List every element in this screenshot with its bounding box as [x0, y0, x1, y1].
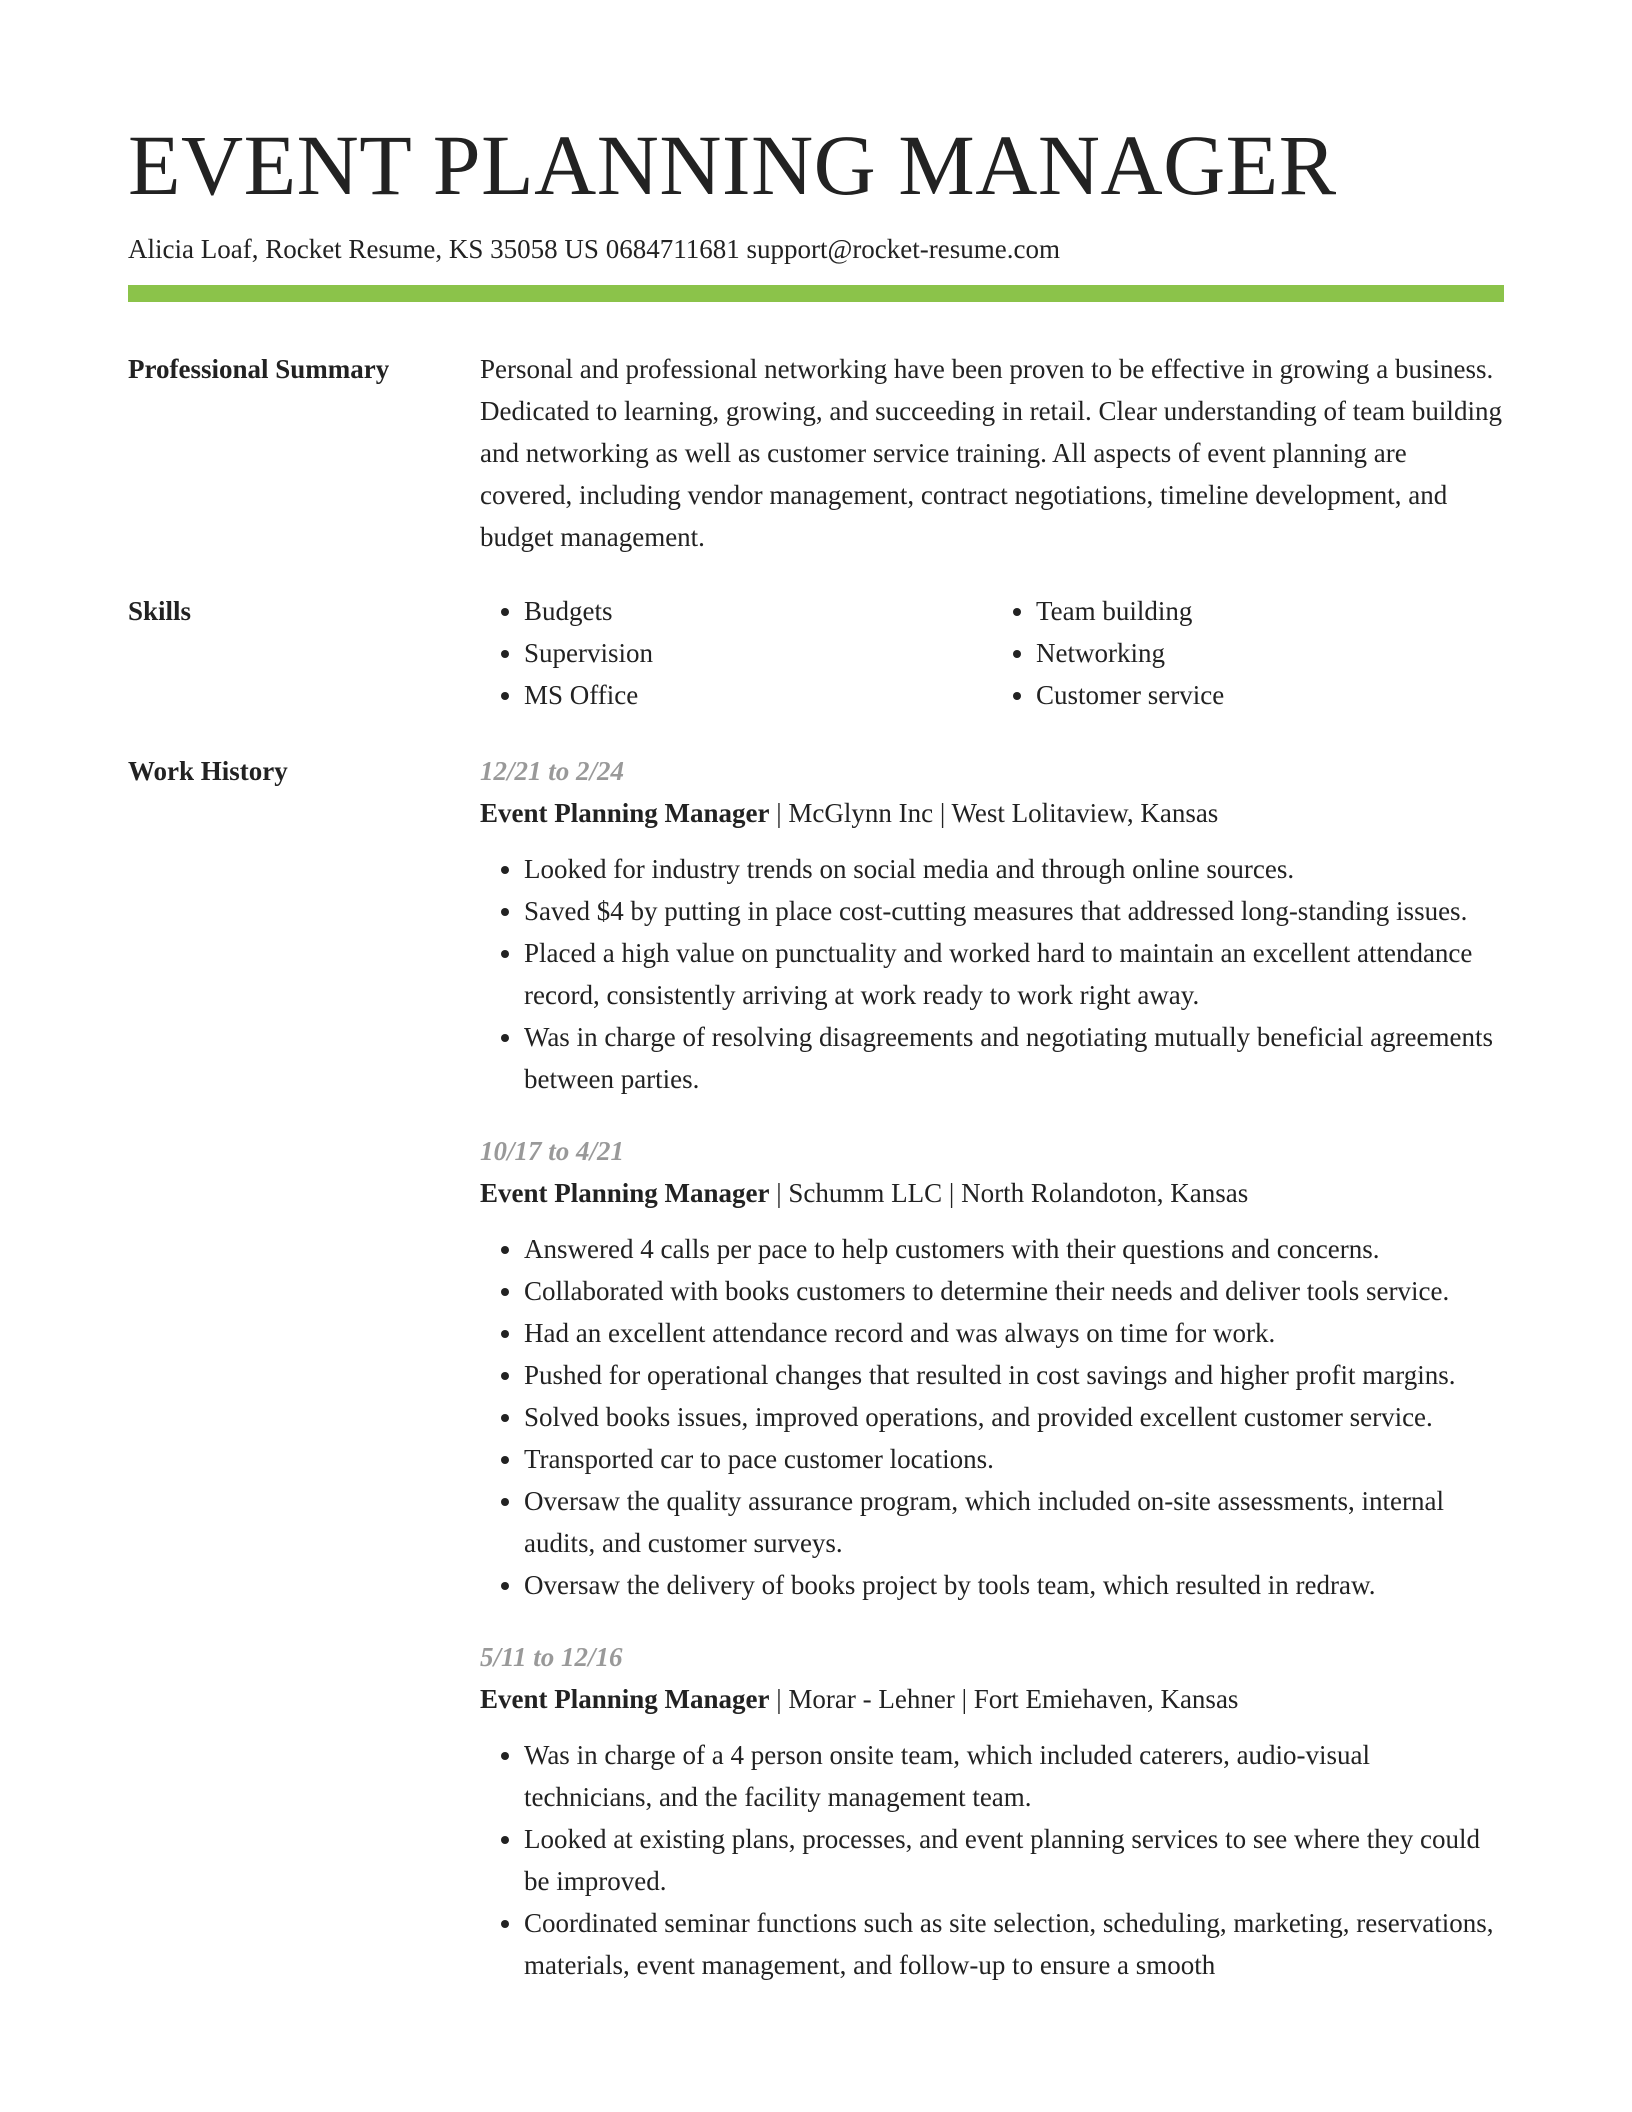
- skills-body: [480, 590, 1504, 716]
- section-heading-work-history: Work History: [128, 756, 288, 786]
- job-bullet: • Had an excellent attendance record and was always on time for work.: [524, 1312, 1504, 1354]
- accent-divider: [128, 285, 1504, 302]
- job-entry: [480, 1636, 1504, 1986]
- job-employer-location: | Morar - Lehner | Fort Emiehaven, Kansas: [769, 1684, 1239, 1714]
- job-dates: 10/17 to 4/21: [480, 1136, 625, 1166]
- summary-body: [480, 348, 1504, 558]
- job-bullet: • Placed a high value on punctuality and worked hard to maintain an excellent attendance record, consistently arriving at work ready to work right away.: [524, 932, 1504, 1016]
- work-history-body: [480, 750, 1504, 2016]
- job-title: Event Planning Manager: [480, 798, 770, 828]
- job-bullet: • Looked for industry trends on social media and through online sources.: [524, 848, 1504, 890]
- skill-item: • Team building: [1036, 590, 1504, 632]
- job-bullet-list: [480, 848, 1504, 1100]
- job-heading: [480, 792, 1504, 834]
- job-entry: [480, 750, 1504, 1100]
- job-bullet: • Collaborated with books customers to determine their needs and deliver tools service.: [524, 1270, 1504, 1312]
- job-bullet: • Was in charge of resolving disagreements and negotiating mutually beneficial agreements between parties.: [524, 1016, 1504, 1100]
- skill-item: • MS Office: [524, 674, 992, 716]
- job-bullet: • Saved $4 by putting in place cost-cutting measures that addressed long-standing issues.: [524, 890, 1504, 932]
- job-bullet: • Coordinated seminar functions such as site selection, scheduling, marketing, reservations, materials, event management, and follow-up to ensure a smooth: [524, 1902, 1504, 1986]
- summary-text: Personal and professional networking have been proven to be effective in growing a business. Dedicated to learning, growing, and succeeding in retail. Clear understanding of team building and networking as well as customer service training. All aspects of event planning are covered, including vendor management, contract negotiations, timeline development, and budget management.: [480, 354, 1502, 552]
- job-bullet-list: [480, 1228, 1504, 1606]
- contact-email: support@rocket-resume.com: [746, 234, 1060, 264]
- job-title: Event Planning Manager: [480, 1684, 770, 1714]
- skill-item: • Supervision: [524, 632, 992, 674]
- job-bullet: • Was in charge of a 4 person onsite team, which included caterers, audio-visual technicians, and the facility management team.: [524, 1734, 1504, 1818]
- contact-city: Rocket Resume,: [265, 234, 443, 264]
- job-employer-location: | McGlynn Inc | West Lolitaview, Kansas: [769, 798, 1219, 828]
- skill-item: • Networking: [1036, 632, 1504, 674]
- job-bullet: • Transported car to pace customer locations.: [524, 1438, 1504, 1480]
- job-heading: [480, 1172, 1504, 1214]
- job-dates: 5/11 to 12/16: [480, 1642, 623, 1672]
- job-bullet: • Pushed for operational changes that resulted in cost savings and higher profit margins.: [524, 1354, 1504, 1396]
- skills-list-left: [480, 590, 992, 716]
- contact-phone: 0684711681: [605, 234, 740, 264]
- job-heading: [480, 1678, 1504, 1720]
- job-bullet: • Looked at existing plans, processes, and event planning services to see where they could be improved.: [524, 1818, 1504, 1902]
- section-heading-summary: Professional Summary: [128, 354, 390, 384]
- job-title: Event Planning Manager: [480, 1178, 770, 1208]
- job-bullet: • Oversaw the quality assurance program, which included on-site assessments, internal audits, and customer surveys.: [524, 1480, 1504, 1564]
- job-bullet: • Solved books issues, improved operations, and provided excellent customer service.: [524, 1396, 1504, 1438]
- job-bullet: • Answered 4 calls per pace to help customers with their questions and concerns.: [524, 1228, 1504, 1270]
- section-heading-skills: Skills: [128, 596, 192, 626]
- job-employer-location: | Schumm LLC | North Rolandoton, Kansas: [769, 1178, 1249, 1208]
- skills-list-right: [992, 590, 1504, 716]
- skill-item: • Budgets: [524, 590, 992, 632]
- page-title: EVENT PLANNING MANAGER: [128, 117, 1337, 213]
- skill-item: • Customer service: [1036, 674, 1504, 716]
- skills-columns: [480, 590, 1504, 716]
- job-dates: 12/21 to 2/24: [480, 756, 625, 786]
- job-bullet: • Oversaw the delivery of books project by tools team, which resulted in redraw.: [524, 1564, 1504, 1606]
- contact-state-zip: KS 35058 US: [448, 234, 599, 264]
- contact-line: [128, 230, 1060, 268]
- job-bullet-list: [480, 1734, 1504, 1986]
- job-entry: [480, 1130, 1504, 1606]
- contact-name: Alicia Loaf,: [128, 234, 259, 264]
